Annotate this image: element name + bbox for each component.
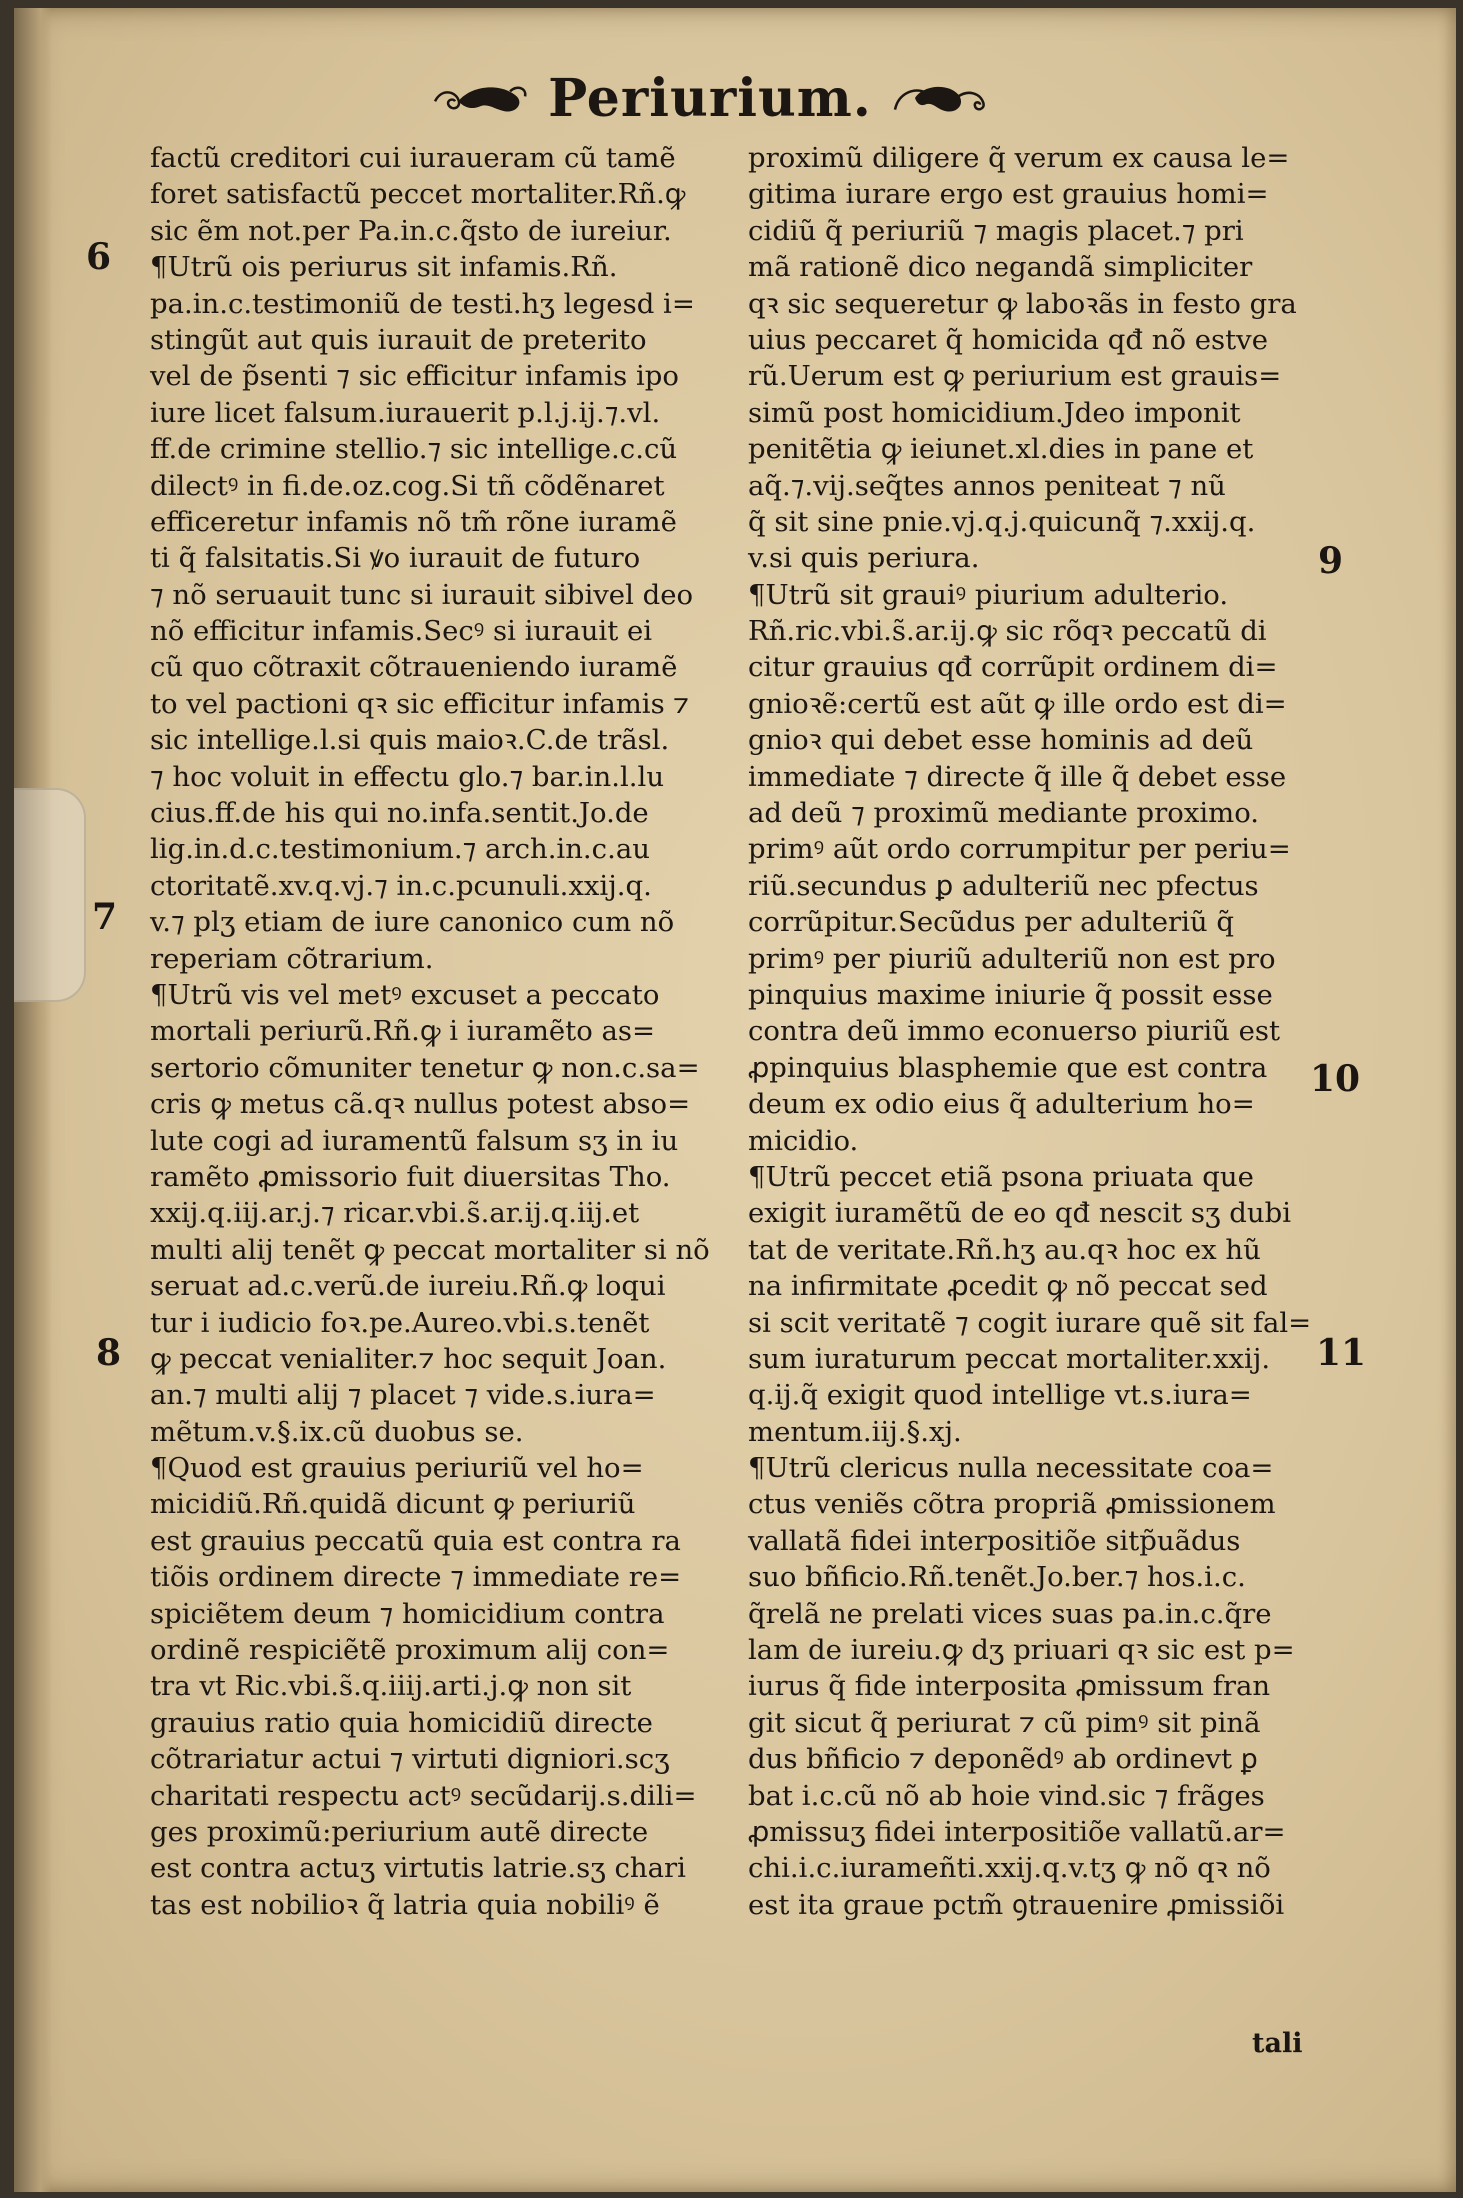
text-line: primꝰ aũt ordo corrumpitur per periu= [748, 833, 1291, 866]
text-line: est ita graue pctm̃ ꝯtrauenire ꝓmissiõi [748, 1888, 1285, 1921]
page-title: Periurium. [548, 67, 872, 129]
text-line: nõ efficitur infamis.Secꝰ si iurauit ei [150, 615, 653, 648]
text-line: suo bñficio.Rñ.tenẽt.Jo.ber.⁊ hos.i.c. [748, 1561, 1246, 1594]
text-line: q.ij.q̃ exigit quod intellige vt.s.iura= [748, 1379, 1252, 1412]
text-line: ramẽto ꝓmissorio fuit diuersitas Tho. [150, 1160, 671, 1193]
text-line: sertorio cõmuniter tenetur ꝙ non.c.sa= [150, 1051, 700, 1084]
text-line: ¶Utrũ sit grauiꝰ piurium adulterio. [748, 578, 1229, 611]
text-line: vel de p̃senti ⁊ sic efficitur infamis ipo [150, 360, 679, 393]
text-line: ¶Quod est grauius periuriũ vel ho= [150, 1452, 644, 1485]
text-line: immediate ⁊ directe q̃ ille q̃ debet esse [748, 760, 1287, 793]
binding-gutter [14, 8, 52, 2192]
text-line: multi alij tenẽt ꝙ peccat mortaliter si nõ [150, 1233, 710, 1266]
margin-number: 7 [92, 896, 118, 938]
text-line: ordinẽ respiciẽtẽ proximum alij con= [150, 1634, 670, 1667]
text-line: ti q̃ falsitatis.Si ꝟo iurauit de futuro [150, 542, 641, 575]
text-line: grauius ratio quia homicidiũ directe [150, 1706, 653, 1739]
text-line: vallatã fidei interpositiõe sitp̃uãdus [748, 1524, 1241, 1557]
text-line: micidiũ.Rñ.quidã dicunt ꝙ periuriũ [150, 1488, 636, 1521]
margin-number: 6 [86, 236, 112, 278]
text-line: ⁊ hoc voluit in effectu glo.⁊ bar.in.l.lu [150, 760, 665, 793]
text-line: lam de iureiu.ꝙ dʒ priuari qꝛ sic est p= [748, 1634, 1295, 1667]
text-line: Rñ.ric.vbi.s̃.ar.ij.ꝙ sic rõqꝛ peccatũ di [748, 615, 1267, 648]
text-line: cius.ff.de his qui no.infa.sentit.Jo.de [150, 797, 649, 830]
text-line: gitima iurare ergo est grauius homi= [748, 178, 1269, 211]
text-line: ad deũ ⁊ proximũ mediante proximo. [748, 797, 1260, 830]
text-line: ¶Utrũ ois periurus sit infamis.Rñ. [150, 251, 618, 284]
text-line: ꝓmissuʒ fidei interpositiõe vallatũ.ar= [748, 1815, 1286, 1848]
text-line: iure licet falsum.iurauerit p.l.j.ij.⁊.vl. [150, 396, 661, 429]
text-line: na infirmitate ꝓcedit ꝙ nõ peccat sed [748, 1270, 1268, 1303]
text-line: sic ẽm not.per Pa.in.c.q̃sto de iureiur. [150, 214, 672, 247]
margin-number: 10 [1310, 1058, 1361, 1100]
text-line: v.si quis periura. [748, 542, 980, 575]
text-line: micidio. [748, 1124, 859, 1157]
text-line: an.⁊ multi alij ⁊ placet ⁊ vide.s.iura= [150, 1379, 656, 1412]
text-line: tra vt Ric.vbi.s̃.q.iiij.arti.j.ꝙ non sit [150, 1670, 632, 1703]
text-line: sum iuraturum peccat mortaliter.xxij. [748, 1342, 1271, 1375]
text-line: rũ.Uerum est ꝙ periurium est grauis= [748, 360, 1282, 393]
text-line: pinquius maxime iniurie q̃ possit esse [748, 978, 1273, 1011]
text-line: to vel pactioni qꝛ sic efficitur infamis ⁊ [150, 687, 690, 720]
text-line: spiciẽtem deum ⁊ homicidium contra [150, 1597, 665, 1630]
text-line: qꝛ sic sequeretur ꝙ laboꝛãs in festo gra [748, 287, 1297, 320]
text-line: foret satisfactũ peccet mortaliter.Rñ.ꝙ [150, 178, 686, 211]
text-line: ꝙ peccat venialiter.⁊ hoc sequit Joan. [150, 1342, 667, 1375]
text-line: est grauius peccatũ quia est contra ra [150, 1524, 681, 1557]
text-line: exigit iuramẽtũ de eo qđ nescit sʒ dubi [748, 1197, 1291, 1230]
text-line: tat de veritate.Rñ.hʒ au.qꝛ hoc ex hũ [748, 1233, 1261, 1266]
text-line: ⁊ nõ seruauit tunc si iurauit sibivel deo [150, 578, 694, 611]
text-line: ¶Utrũ clericus nulla necessitate coa= [748, 1452, 1274, 1485]
left-fleuron-icon [430, 68, 530, 128]
text-line: est contra actuʒ virtutis latrie.sʒ chari [150, 1852, 686, 1885]
text-line: lute cogi ad iuramentũ falsum sʒ in iu [150, 1124, 679, 1157]
text-line: reperiam cõtrarium. [150, 942, 434, 975]
text-line: dilectꝰ in fi.de.oz.cog.Si tñ cõdẽnaret [150, 469, 665, 502]
text-line: cũ quo cõtraxit cõtraueniendo iuramẽ [150, 651, 678, 684]
text-line: bat i.c.cũ nõ ab hoie vind.sic ⁊ frãges [748, 1779, 1265, 1812]
text-line: uius peccaret q̃ homicida qđ nõ estve [748, 323, 1268, 356]
text-line: factũ creditori cui iuraueram cũ tamẽ [150, 142, 676, 174]
text-line: tas est nobilioꝛ q̃ latria quia nobiliꝰ ẽ [150, 1888, 660, 1921]
text-line: q̃relã ne prelati vices suas pa.in.c.q̃re [748, 1597, 1272, 1630]
margin-number: 9 [1318, 540, 1344, 582]
text-line: xxij.q.iij.ar.j.⁊ ricar.vbi.s̃.ar.ij.q.iij.et [150, 1197, 640, 1230]
text-line: charitati respectu actꝰ secũdarij.s.dili= [150, 1779, 697, 1812]
text-line: cidiũ q̃ periuriũ ⁊ magis placet.⁊ pri [748, 214, 1244, 247]
text-line: ff.de crimine stellio.⁊ sic intellige.c.cũ [150, 433, 678, 466]
text-line: gnioꝛẽ:certũ est aũt ꝙ ille ordo est di= [748, 687, 1287, 720]
text-line: mortali periurũ.Rñ.ꝙ i iuramẽto as= [150, 1015, 656, 1048]
text-line: aq̃.⁊.vij.seq̃tes annos peniteat ⁊ nũ [748, 469, 1226, 502]
text-line: mẽtum.v.§.ix.cũ duobus se. [150, 1415, 524, 1448]
text-line: corrũpitur.Secũdus per adulteriũ q̃ [748, 906, 1234, 939]
text-line: deum ex odio eius q̃ adulterium ho= [748, 1088, 1255, 1121]
text-line: gnioꝛ qui debet esse hominis ad deũ [748, 724, 1254, 757]
text-line: ctus veniẽs cõtra propriã ꝓmissionem [748, 1488, 1276, 1521]
text-line: seruat ad.c.verũ.de iureiu.Rñ.ꝙ loqui [150, 1270, 666, 1303]
text-line: contra deũ immo econuerso piuriũ est [748, 1015, 1281, 1048]
text-line: primꝰ per piuriũ adulteriũ non est pro [748, 942, 1276, 975]
text-line: penitẽtia ꝙ ieiunet.xl.dies in pane et [748, 433, 1254, 466]
text-line: proximũ diligere q̃ verum ex causa le= [748, 142, 1290, 174]
margin-number: 8 [96, 1332, 122, 1374]
text-line: git sicut q̃ periurat ⁊ cũ pimꝰ sit pinã [748, 1706, 1261, 1739]
text-line: cris ꝙ metus cã.qꝛ nullus potest abso= [150, 1088, 691, 1121]
right-column [748, 140, 1323, 1923]
text-line: simũ post homicidium.Jdeo imponit [748, 396, 1241, 429]
text-line: cõtrariatur actui ⁊ virtuti digniori.scʒ [150, 1743, 670, 1776]
text-line: iurus q̃ fide interposita ꝓmissum fran [748, 1670, 1271, 1703]
text-line: riũ.secundus ꝑ adulteriũ nec pfectus [748, 869, 1259, 902]
text-line: lig.in.d.c.testimonium.⁊ arch.in.c.au [150, 833, 650, 866]
text-line: citur grauius qđ corrũpit ordinem di= [748, 651, 1278, 684]
page-tab [14, 788, 86, 1002]
text-line: mã rationẽ dico negandã simpliciter [748, 251, 1253, 284]
text-line: tiõis ordinem directe ⁊ immediate re= [150, 1561, 682, 1594]
text-line: ¶Utrũ vis vel metꝰ excuset a peccato [150, 978, 660, 1011]
text-line: ges proximũ:periurium autẽ directe [150, 1815, 649, 1848]
text-line: sic intellige.l.si quis maioꝛ.C.de trãsl. [150, 724, 670, 757]
text-line: chi.i.c.iurameñti.xxij.q.v.tʒ ꝙ nõ qꝛ nõ [748, 1852, 1271, 1885]
text-line: pa.in.c.testimoniũ de testi.hʒ legesd i= [150, 287, 695, 320]
text-line: efficeretur infamis nõ tm̃ rõne iuramẽ [150, 505, 677, 538]
text-line: dus bñficio ⁊ deponẽdꝰ ab ordinevt ꝑ [748, 1743, 1258, 1776]
text-line: stingũt aut quis iurauit de preterito [150, 323, 647, 356]
right-fleuron-icon [890, 68, 990, 128]
text-line: ctoritatẽ.xv.q.vj.⁊ in.c.pcunuli.xxij.q. [150, 869, 652, 902]
text-line: v.⁊ plʒ etiam de iure canonico cum nõ [150, 906, 675, 939]
running-header [430, 58, 990, 138]
text-line: ꝓpinquius blasphemie que est contra [748, 1051, 1268, 1084]
text-line: ¶Utrũ peccet etiã psona priuata que [748, 1160, 1254, 1193]
text-line: mentum.iij.§.xj. [748, 1415, 962, 1448]
left-column [150, 140, 725, 1923]
text-line: si scit veritatẽ ⁊ cogit iurare quẽ sit fal= [748, 1306, 1312, 1339]
text-line: tur i iudicio foꝛ.pe.Aureo.vbi.s.tenẽt [150, 1306, 650, 1339]
catchword: tali [1252, 2028, 1303, 2059]
margin-number: 11 [1316, 1332, 1367, 1374]
text-line: q̃ sit sine pnie.vj.q.j.quicunq̃ ⁊.xxij.q. [748, 505, 1256, 538]
